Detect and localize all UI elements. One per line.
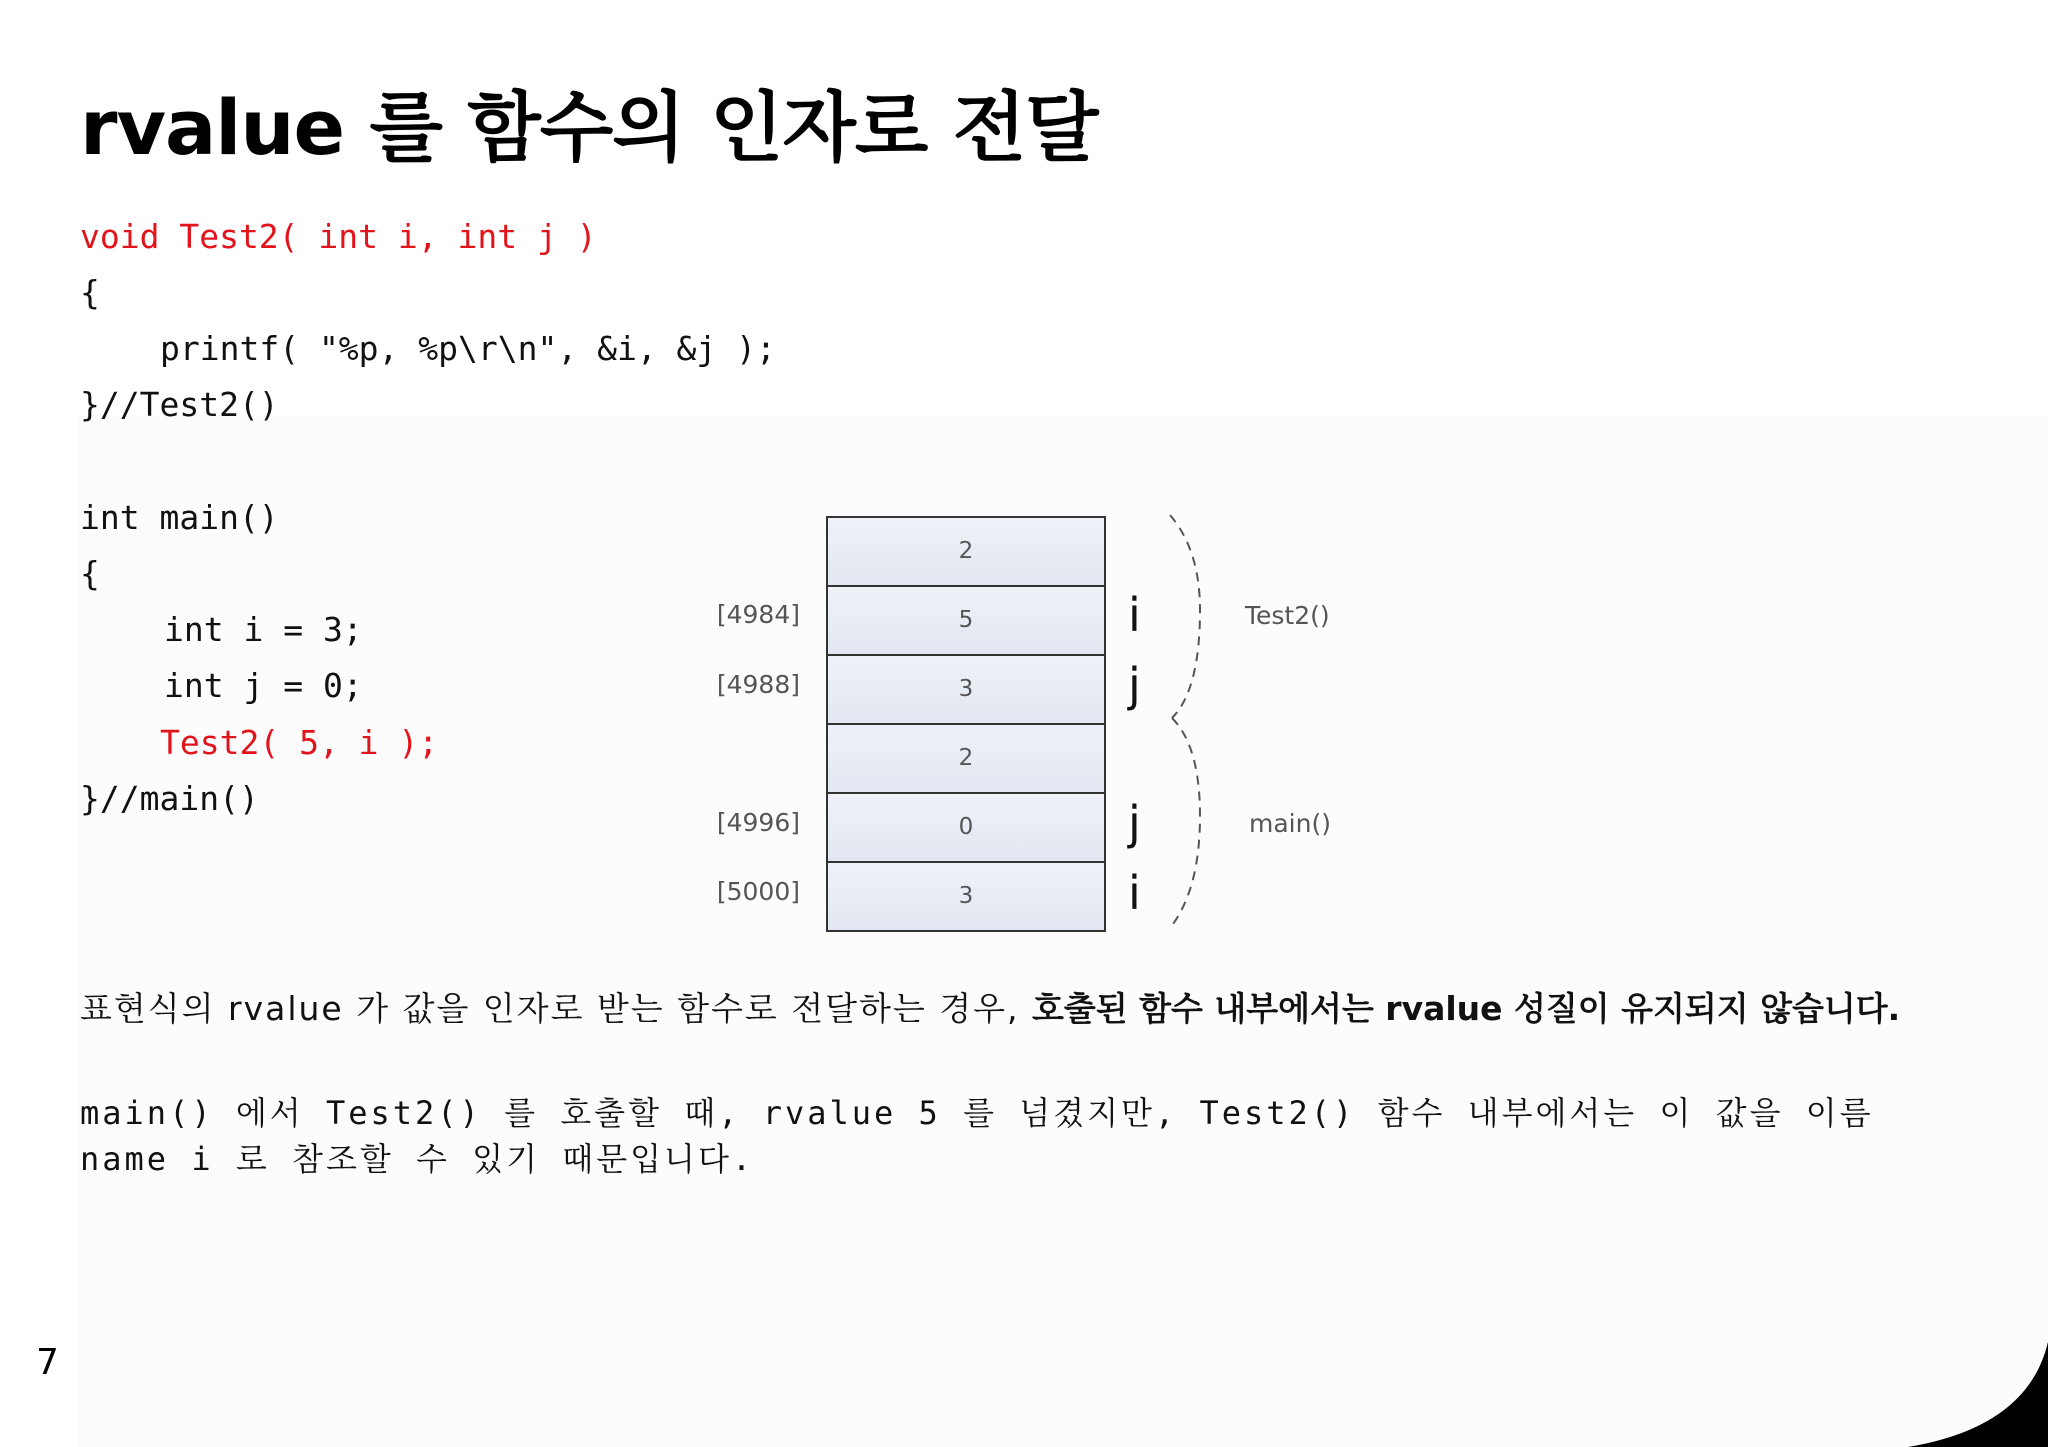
stack-cell: 0 [828,794,1104,863]
description-text-bold: 성질이 유지되지 않습니다. [1502,989,1901,1028]
stack-cell: 3 [828,656,1104,725]
code-line-test2-signature: void Test2( int i, int j ) [80,217,597,256]
code-line-open-brace: { [80,273,100,312]
corner-decoration [1908,1342,2048,1447]
frame-label-main: main() [1249,809,1331,838]
stack-memory-diagram [826,516,1106,932]
frame-label-test2: Test2() [1245,601,1330,630]
slide-title: rvalue 를 함수의 인자로 전달 [80,83,1098,172]
variable-label-i: i [1128,866,1141,920]
code-line-int-j: int j = 0; [164,666,363,705]
address-label: [4988] [716,670,800,699]
page-number: 7 [36,1342,59,1383]
address-label: [4996] [716,808,800,837]
address-label: [5000] [716,877,800,906]
description-paragraph [80,986,2000,1032]
test2-frame-bracket [1170,515,1200,718]
variable-label-i: i [1128,588,1141,642]
code-line-printf: printf( "%p, %p\r\n", &i, &j ); [160,329,776,368]
code-line-close-main: }//main() [80,779,259,818]
explanation-paragraph [80,1090,2000,1182]
variable-label-j: j [1128,658,1141,712]
description-text: 표현식의 rvalue 가 값을 인자로 받는 함수로 전달하는 경우, [80,989,1033,1028]
stack-cell: 3 [828,863,1104,932]
stack-cell: 5 [828,587,1104,656]
explanation-line: name i 로 참조할 수 있기 때문입니다. [80,1140,755,1178]
main-frame-bracket [1170,718,1200,928]
code-line-main-open-brace: { [80,554,100,593]
stack-frame-brackets [1160,510,1220,940]
stack-cell: 2 [828,725,1104,794]
address-label: [4984] [716,600,800,629]
stack-cell: 2 [828,518,1104,587]
explanation-line: main() 에서 Test2() 를 호출할 때, rvalue 5 를 넘겼지만, Test2() 함수 내부에서는 이 값을 이름 [80,1094,1874,1132]
code-line-test2-call: Test2( 5, i ); [160,723,439,762]
variable-label-j: j [1128,796,1141,850]
code-line-close-test2: }//Test2() [80,385,279,424]
description-rvalue: rvalue [1385,989,1503,1028]
description-text-bold: 호출된 함수 내부에서는 [1032,989,1386,1028]
code-line-main-signature: int main() [80,498,279,537]
code-line-int-i: int i = 3; [164,610,363,649]
